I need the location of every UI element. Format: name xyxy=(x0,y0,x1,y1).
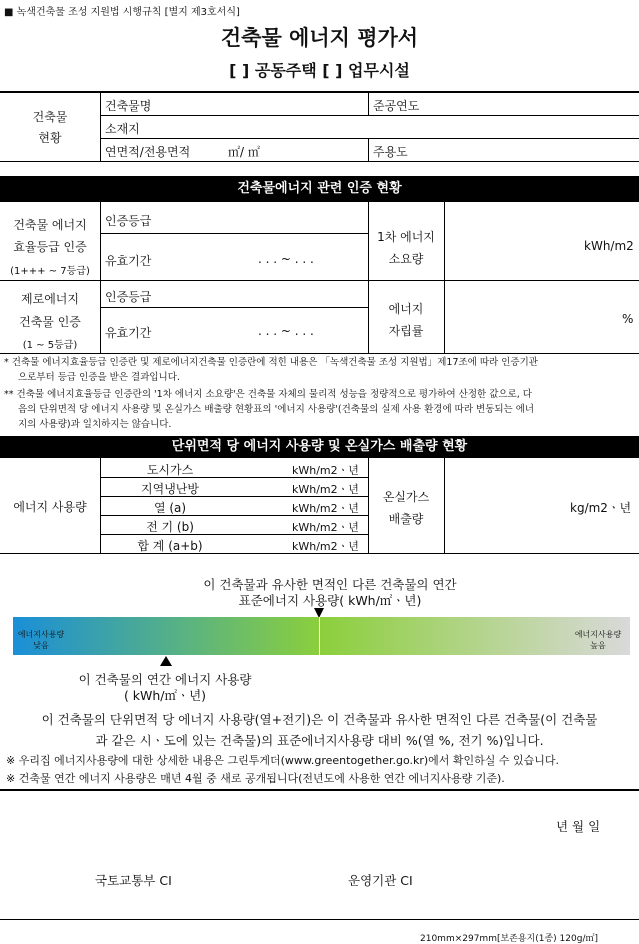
efficiency-grade-label: 인증등급 xyxy=(105,214,152,228)
gauge-low-label-2: 낮음 xyxy=(33,641,49,650)
note-2: ** 건축물 에너지효율등급 인증란의 '1차 에너지 소요량'은 건축물 자체의 물리적 성능을 정량적으로 평가하여 산정한 값으로, 다 xyxy=(4,389,532,400)
divider xyxy=(100,93,101,162)
standard-marker-line xyxy=(319,617,320,655)
agency-ci: 운영기관 CI xyxy=(348,873,413,888)
divider xyxy=(444,458,445,553)
issue-date: 년 월 일 xyxy=(556,819,601,834)
gauge-low-label: 에너지사용량 xyxy=(17,630,65,639)
primary-energy-unit: kWh/m2 xyxy=(584,239,634,253)
primary-energy-label: 1차 에너지 xyxy=(377,230,435,244)
ghg-unit: kg/m2ㆍ년 xyxy=(570,501,632,515)
table-top-rule xyxy=(0,91,639,93)
usage-row-label: 전 기 (b) xyxy=(146,520,194,534)
building-usage-caption: 이 건축물의 연간 에너지 사용량 xyxy=(78,672,252,687)
publication-note: ※ 건축물 연간 에너지 사용량은 매년 4월 중 새로 공개됩니다(전년도에 사용한 연간 에너지사용량 기준). xyxy=(6,772,505,785)
divider xyxy=(100,138,639,139)
ghg-label-2: 배출량 xyxy=(388,512,424,526)
divider xyxy=(368,138,369,161)
standard-usage-caption-2: 표준에너지 사용량( kWh/㎡ㆍ년) xyxy=(238,593,422,608)
zero-energy-grade-label: 인증등급 xyxy=(105,290,152,304)
zero-energy-cert-label-2: 건축물 인증 xyxy=(19,315,81,329)
page-subtitle: [ ] 공동주택 [ ] 업무시설 xyxy=(229,61,410,80)
form-reference: ■ 녹색건축물 조성 지원법 시행규칙 [별지 제3호서식] xyxy=(4,7,240,18)
ministry-ci: 국토교통부 CI xyxy=(95,873,172,888)
gauge-high-label-2: 높음 xyxy=(590,641,606,650)
efficiency-validity-value: . . . ~ . . . xyxy=(258,252,314,266)
usage-section-bar: 단위면적 당 에너지 사용량 및 온실가스 배출량 현황 xyxy=(0,436,639,458)
divider xyxy=(100,115,639,116)
usage-row-label: 합 계 (a+b) xyxy=(137,539,203,553)
summary-bottom-rule xyxy=(0,789,639,791)
usage-row-label: 지역냉난방 xyxy=(141,482,199,496)
usage-row-unit: kWh/m2ㆍ년 xyxy=(292,502,359,515)
divider xyxy=(368,458,369,553)
summary-line: 이 건축물의 단위면적 당 에너지 사용량(열+전기)은 이 건축물과 유사한 면적인 다른 건축물(이 건축물 xyxy=(41,712,598,727)
building-section-label-2: 현황 xyxy=(38,131,62,145)
area-label: 연면적/전용면적 xyxy=(105,145,191,159)
greentogether-note: ※ 우리집 에너지사용량에 대한 상세한 내용은 그린투게더(www.greentogether.go.kr)에서 확인하실 수 있습니다. xyxy=(6,754,560,767)
usage-row-label: 도시가스 xyxy=(146,463,194,477)
self-sufficiency-label-2: 자립률 xyxy=(388,324,424,338)
building-marker-icon xyxy=(160,656,172,666)
self-sufficiency-label: 에너지 xyxy=(388,302,424,316)
usage-row-unit: kWh/m2ㆍ년 xyxy=(292,521,359,534)
divider xyxy=(100,233,368,234)
energy-usage-label: 에너지 사용량 xyxy=(13,500,87,514)
primary-energy-label-2: 소요량 xyxy=(388,252,424,266)
page-title: 건축물 에너지 평가서 xyxy=(220,26,419,50)
paper-spec: 210mm×297mm[보존용지(1종) 120g/㎡] xyxy=(420,934,598,944)
usage-row-unit: kWh/m2ㆍ년 xyxy=(292,483,359,496)
completion-year-label: 준공연도 xyxy=(373,99,420,113)
building-usage-caption-2: ( kWh/㎡ㆍ년) xyxy=(123,688,207,703)
usage-row-unit: kWh/m2ㆍ년 xyxy=(292,540,359,553)
gauge-high-label: 에너지사용량 xyxy=(574,630,622,639)
note-1: * 건축물 에너지효율등급 인증란 및 제로에너지건축물 인증란에 적힌 내용은 「녹색건축물 조성 지원법」제17조에 따라 인증기관 xyxy=(4,357,538,368)
efficiency-grade-range: (1+++ ~ 7등급) xyxy=(10,266,90,277)
usage-row-unit: kWh/m2ㆍ년 xyxy=(292,464,359,477)
divider xyxy=(0,353,639,354)
footer-rule xyxy=(0,919,639,920)
note-2-cont: 음의 단위면적 당 에너지 사용량 및 온실가스 배출량 현황표의 '에너지 사용량'(건축물의 실제 사용 환경에 따라 변동되는 에너 xyxy=(18,404,535,415)
note-2-cont-2: 지의 사용량)과 일치하지는 않습니다. xyxy=(18,419,172,430)
zero-energy-validity-label: 유효기간 xyxy=(105,326,152,340)
divider xyxy=(368,93,369,115)
address-label: 소재지 xyxy=(105,122,140,136)
note-1-cont: 으로부터 등급 인증을 받은 결과입니다. xyxy=(18,372,180,383)
cert-section-bar: 건축물에너지 관련 인증 현황 xyxy=(0,176,639,202)
divider xyxy=(0,161,639,162)
summary-line-2: 과 같은 시ㆍ도에 있는 건축물)의 표준에너지사용량 대비 %(열 %, 전기 %)입니다. xyxy=(95,733,544,748)
usage-row-label: 열 (a) xyxy=(153,501,187,515)
ghg-label: 온실가스 xyxy=(382,490,430,504)
main-use-label: 주용도 xyxy=(373,145,408,159)
standard-usage-caption: 이 건축물과 유사한 면적인 다른 건축물의 연간 xyxy=(203,577,457,592)
energy-usage-gauge xyxy=(13,617,630,655)
zero-energy-validity-value: . . . ~ . . . xyxy=(258,324,314,338)
efficiency-cert-label-2: 효율등급 인증 xyxy=(13,240,87,254)
efficiency-validity-label: 유효기간 xyxy=(105,254,152,268)
zero-energy-grade-range: (1 ~ 5등급) xyxy=(22,340,78,351)
zero-energy-cert-label: 제로에너지 xyxy=(21,292,79,306)
divider xyxy=(100,307,368,308)
area-units: ㎡/ ㎡ xyxy=(228,145,260,159)
divider xyxy=(0,280,639,281)
divider xyxy=(444,202,445,354)
self-sufficiency-unit: % xyxy=(622,312,634,326)
divider xyxy=(100,202,101,354)
efficiency-cert-label: 건축물 에너지 xyxy=(13,218,87,232)
building-name-label: 건축물명 xyxy=(105,99,152,113)
building-section-label: 건축물 xyxy=(32,110,68,124)
